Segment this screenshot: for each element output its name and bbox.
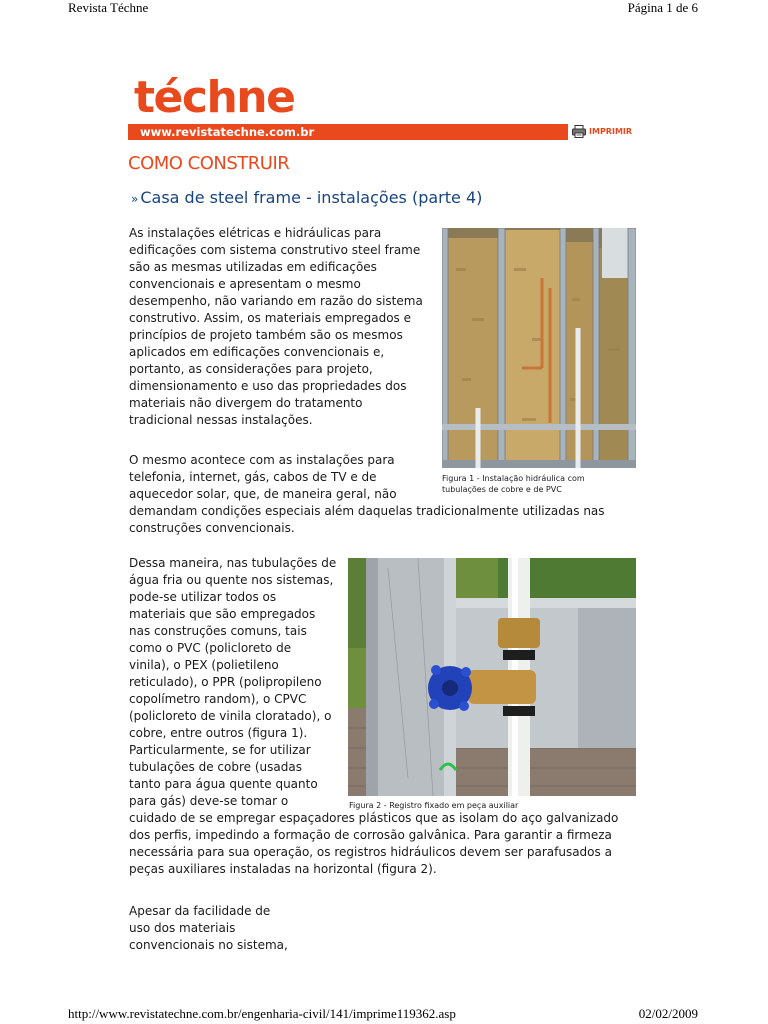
- section-title: COMO CONSTRUIR: [128, 153, 290, 174]
- paragraph-3: [129, 555, 618, 878]
- text-line: nas construções comuns, tais: [129, 624, 307, 638]
- text-line: tradicional nessas instalações.: [129, 413, 313, 427]
- text-line: para gás) deve-se tomar o: [129, 794, 289, 808]
- text-line: uso dos materiais: [129, 921, 236, 935]
- text-line: copolímetro random), o CPVC: [129, 692, 307, 706]
- text-line: (policloreto de vinila cloratado), o: [129, 709, 332, 723]
- caption-line: Figura 2 - Registro fixado em peça auxiliar: [349, 801, 519, 810]
- text-line: Dessa maneira, nas tubulações de: [129, 556, 337, 570]
- paragraph-4: [129, 903, 288, 954]
- figure-1-image: [442, 228, 636, 468]
- text-line: reticulado), o PPR (polipropileno: [129, 675, 322, 689]
- site-url-bar[interactable]: www.revistatechne.com.br: [128, 124, 568, 140]
- text-line: cuidado de se empregar espaçadores plásticos que as isolam do aço galvanizado: [129, 811, 619, 825]
- print-header-page-count: Página 1 de 6: [627, 0, 698, 15]
- printer-icon: [572, 125, 586, 138]
- text-line: dos perfis, impedindo a formação de corrosão galvânica. Para garantir a firmeza: [129, 828, 612, 842]
- text-line: portanto, as considerações para projeto,: [129, 362, 373, 376]
- text-line: telefonia, internet, gás, cabos de TV e de: [129, 470, 377, 484]
- text-line: materiais não divergem do tratamento: [129, 396, 363, 410]
- text-line: princípios de projeto também são os mesmos: [129, 328, 403, 342]
- text-line: tanto para água quente quanto: [129, 777, 318, 791]
- text-line: cobre, entre outros (figura 1).: [129, 726, 308, 740]
- text-line: aplicados em edificações convencionais e,: [129, 345, 385, 359]
- text-line: convencionais e apresentam o mesmo: [129, 277, 361, 291]
- print-button[interactable]: [572, 125, 632, 138]
- print-label: IMPRIMIR: [589, 127, 633, 136]
- caption-line: Figura 1 - Instalação hidráulica com: [442, 474, 585, 483]
- text-line: pode-se utilizar todos os: [129, 590, 277, 604]
- article-title: [131, 188, 482, 207]
- text-line: Apesar da facilidade de: [129, 904, 271, 918]
- text-line: tubulações de cobre (usadas: [129, 760, 302, 774]
- text-line: necessária para sua operação, os registros hidráulicos devem ser parafusados a: [129, 845, 612, 859]
- text-line: demandam condições especiais além daquelas tradicionalmente utilizadas nas: [129, 504, 605, 518]
- text-line: vinila), o PEX (polietileno: [129, 658, 279, 672]
- text-line: são as mesmas utilizadas em edificações: [129, 260, 377, 274]
- print-header: [68, 0, 698, 16]
- text-line: Particularmente, se for utilizar: [129, 743, 311, 757]
- text-line: materiais que são empregados: [129, 607, 316, 621]
- text-line: As instalações elétricas e hidráulicas para: [129, 226, 382, 240]
- text-line: O mesmo acontece com as instalações para: [129, 453, 395, 467]
- text-line: construtivo. Assim, os materiais empregados e: [129, 311, 411, 325]
- text-line: construções convencionais.: [129, 521, 295, 535]
- text-line: desempenho, não variando em razão do sistema: [129, 294, 423, 308]
- print-footer-date: 02/02/2009: [638, 1006, 698, 1021]
- print-footer: [68, 1006, 698, 1022]
- text-line: edificações com sistema construtivo steel frame: [129, 243, 421, 257]
- text-line: dimensionamento e uso das propriedades dos: [129, 379, 407, 393]
- text-line: água fria ou quente nos sistemas,: [129, 573, 334, 587]
- print-footer-url[interactable]: http://www.revistatechne.com.br/engenharia-civil/141/imprime119362.asp: [68, 1006, 456, 1021]
- text-line: convencionais no sistema,: [129, 938, 288, 952]
- text-line: aquecedor solar, que, de maneira geral, não: [129, 487, 397, 501]
- paragraph-1: [129, 225, 423, 429]
- title-bullet: »: [131, 192, 139, 206]
- article-title-text: Casa de steel frame - instalações (parte 4): [140, 188, 483, 207]
- text-line: peças auxiliares instaladas na horizontal (figura 2).: [129, 862, 437, 876]
- caption-line: tubulações de cobre e de PVC: [442, 485, 562, 494]
- print-header-title: Revista Téchne: [68, 0, 149, 15]
- text-line: como o PVC (policloreto de: [129, 641, 292, 655]
- techne-logo[interactable]: téchne: [134, 72, 295, 123]
- paragraph-2: [129, 452, 605, 537]
